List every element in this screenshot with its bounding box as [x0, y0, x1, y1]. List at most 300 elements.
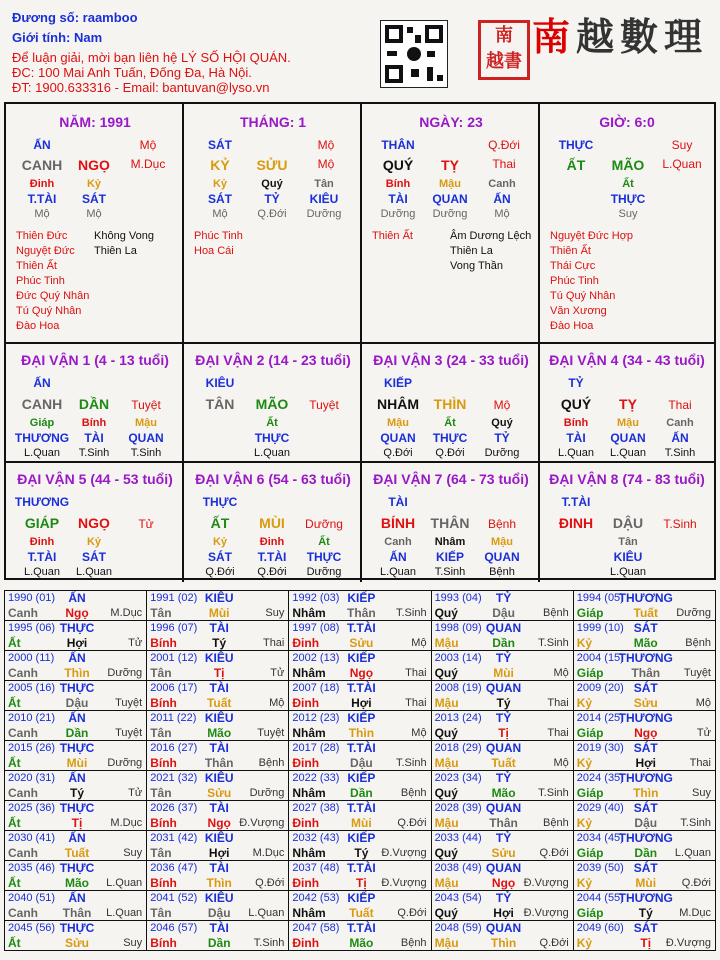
hidden-stage: T.Sinh: [434, 566, 466, 578]
year-branch: Dậu: [634, 816, 658, 830]
year-branch: Dần: [207, 936, 231, 950]
year-branch: Mão: [349, 936, 374, 950]
seal-stamp: 南 越書: [478, 20, 530, 80]
year-cell: [289, 861, 431, 891]
hidden-stage: Dưỡng: [484, 447, 520, 459]
star-right: Âm Dương Lệch: [450, 230, 532, 242]
year-label: 1996 (07): [150, 622, 198, 634]
year-stem: Giáp: [576, 906, 604, 920]
hidden-god: SÁT: [208, 550, 232, 564]
year-ten-god: ẤN: [68, 651, 86, 665]
hidden-god: TỶ: [264, 192, 280, 206]
year-ten-god: TÀI: [209, 681, 229, 695]
year-stem: Kỷ: [576, 636, 593, 650]
year-stage: T.Sinh: [538, 787, 569, 799]
year-stage: Q.Đới: [397, 817, 427, 829]
top-right-stage: Suy: [671, 138, 693, 152]
hidden-stage: Dưỡng: [432, 208, 468, 220]
dai-van-4: [540, 344, 714, 463]
year-ten-god: KIÊU: [204, 591, 234, 605]
year-ten-god: KIẾP: [347, 591, 376, 605]
year-label: 2047 (58): [292, 922, 340, 934]
year-stem: Bính: [150, 636, 177, 650]
year-cell: [147, 861, 289, 891]
year-ten-god: QUAN: [485, 921, 522, 935]
year-stem: Quý: [434, 606, 458, 620]
hidden-stage: Mộ: [494, 208, 510, 220]
year-stage: Suy: [123, 847, 143, 859]
year-stage: Đ.Vượng: [381, 877, 427, 889]
year-ten-god: SÁT: [633, 681, 658, 695]
dai-van-3: [362, 344, 540, 463]
year-cell: [5, 741, 147, 771]
year-label: 2028 (39): [434, 802, 482, 814]
dai-van-1: [6, 344, 184, 463]
hidden-stem: Ất: [318, 536, 330, 548]
year-stage: Dưỡng: [676, 607, 711, 619]
year-cell: [431, 921, 573, 951]
right-stage: Tuyệt: [131, 398, 161, 412]
star-left: Đào Hoa: [550, 320, 594, 332]
year-stage: Mộ: [553, 667, 569, 679]
hidden-stage: Mộ: [86, 208, 102, 220]
year-ten-god: QUAN: [485, 801, 522, 815]
table-row: [5, 771, 716, 801]
year-ten-god: T.TÀI: [347, 741, 376, 755]
year-stage: Suy: [692, 787, 711, 799]
year-label: 1994 (05): [576, 592, 624, 604]
year-cell: [573, 921, 715, 951]
year-stem: Ất: [8, 936, 21, 950]
pillar-1: [6, 104, 184, 344]
year-stem: Ất: [8, 636, 21, 650]
year-ten-god: KIÊU: [204, 891, 234, 905]
year-cell: [573, 771, 715, 801]
year-branch: Mùi: [208, 606, 230, 620]
year-cell: [573, 831, 715, 861]
year-stem: Ất: [8, 696, 21, 710]
dai-van-title: ĐẠI VẬN 6 (54 - 63 tuổi): [195, 471, 351, 487]
heavenly-stem: CANH: [21, 157, 63, 173]
year-cell: [5, 681, 147, 711]
year-stage: Q.Đới: [539, 937, 569, 949]
year-branch: Dần: [65, 726, 89, 740]
star-left: Thiên Đức: [16, 230, 68, 242]
star-right: Không Vong: [94, 230, 154, 242]
hidden-god: KIẾP: [435, 550, 465, 564]
hidden-god: QUAN: [128, 431, 164, 445]
earthly-branch: DẬU: [612, 515, 644, 531]
year-branch: Tý: [496, 696, 511, 710]
year-label: 1990 (01): [8, 592, 56, 604]
year-stage: Đ.Vượng: [381, 847, 427, 859]
hidden-god: QUAN: [432, 192, 468, 206]
year-cell: [147, 771, 289, 801]
year-stage: Q.Đới: [681, 877, 711, 889]
year-branch: Tị: [498, 726, 509, 740]
year-cell: [431, 711, 573, 741]
thap-than: ẤN: [33, 376, 51, 390]
year-label: 2035 (46): [8, 862, 56, 874]
hidden-stem: Tân: [314, 178, 334, 190]
star-left: Thiên Ất: [550, 245, 591, 257]
year-label: 2016 (27): [150, 742, 198, 754]
hidden-stem: Quý: [491, 417, 513, 429]
year-label: 2044 (55): [576, 892, 624, 904]
year-cell: [573, 591, 715, 621]
hidden-god: THỰC: [306, 550, 342, 564]
year-stem: Nhâm: [292, 606, 326, 620]
qr-code-icon: [380, 20, 448, 88]
year-ten-god: KIÊU: [204, 771, 234, 785]
top-right-stage: Q.Đới: [488, 138, 520, 152]
year-ten-god: SÁT: [633, 921, 658, 935]
year-stem: Bính: [150, 696, 177, 710]
year-ten-god: THỰC: [59, 741, 95, 755]
year-branch: Ngọ: [65, 606, 89, 620]
year-cell: [5, 651, 147, 681]
star-right: Vong Thần: [450, 260, 504, 272]
year-stem: Tân: [150, 906, 172, 920]
hidden-stage: L.Quan: [557, 447, 595, 459]
table-row: [5, 801, 716, 831]
phone-email-line: ĐT: 1900.633316 - Email: bantuvan@lyso.vn: [12, 80, 270, 95]
year-cell: [289, 741, 431, 771]
year-cell: [431, 741, 573, 771]
year-stem: Canh: [8, 666, 38, 680]
year-branch: Tuất: [206, 696, 232, 710]
year-label: 2015 (26): [8, 742, 56, 754]
year-stage: M.Dục: [110, 817, 143, 829]
year-cell: [431, 681, 573, 711]
heavenly-stem: BÍNH: [380, 515, 416, 531]
year-stage: Dưỡng: [249, 787, 285, 799]
year-cell: [5, 831, 147, 861]
year-label: 2000 (11): [8, 652, 55, 664]
year-stage: Tuyệt: [257, 727, 285, 739]
year-cell: [5, 861, 147, 891]
year-branch: Tý: [212, 636, 227, 650]
year-stage: Thai: [547, 727, 569, 739]
year-stage: Tử: [696, 727, 711, 739]
year-stage: Đ.Vượng: [523, 877, 569, 889]
year-stage: T.Sinh: [395, 757, 427, 769]
year-stem: Đinh: [292, 876, 320, 890]
year-label: 2027 (38): [292, 802, 340, 814]
year-stem: Nhâm: [292, 786, 326, 800]
hidden-god: SÁT: [82, 550, 106, 564]
year-branch: Tị: [213, 666, 225, 680]
year-ten-god: ẤN: [68, 591, 86, 605]
year-stem: Tân: [150, 846, 172, 860]
year-cell: [5, 801, 147, 831]
heavenly-stem: ẤT: [566, 157, 586, 173]
right-stage: Thai: [668, 398, 692, 412]
year-stage: Q.Đới: [255, 877, 285, 889]
year-stem: Đinh: [292, 756, 320, 770]
year-cell: [289, 891, 431, 921]
heavenly-stem: GIÁP: [24, 515, 60, 531]
thap-than: THÂN: [381, 138, 415, 152]
year-ten-god: KIÊU: [204, 711, 234, 725]
year-label: 2048 (59): [434, 922, 482, 934]
year-label: 2025 (36): [8, 802, 56, 814]
hidden-stem: Ất: [266, 417, 278, 429]
right-stage: T.Sinh: [663, 517, 697, 531]
year-ten-god: THƯƠNG: [618, 831, 673, 845]
year-stem: Canh: [8, 906, 38, 920]
hidden-stage: Q.Đới: [257, 208, 287, 220]
year-ten-god: TỶ: [495, 891, 512, 905]
dai-van-6: [184, 463, 362, 582]
heavenly-stem: KỶ: [210, 157, 230, 173]
year-stem: Mậu: [434, 936, 459, 950]
star-left: Văn Xương: [550, 305, 607, 317]
year-stage: Mộ: [695, 697, 711, 709]
year-branch: Tý: [69, 786, 85, 800]
year-cell: [431, 831, 573, 861]
year-stage: Q.Đới: [539, 847, 569, 859]
year-ten-god: TÀI: [209, 921, 229, 935]
year-ten-god: T.TÀI: [347, 681, 376, 695]
hidden-stem: Bính: [563, 417, 589, 429]
hidden-god: ẤN: [389, 550, 407, 564]
year-cell: [5, 771, 147, 801]
hidden-stem: Canh: [488, 178, 516, 190]
dai-van-title: ĐẠI VẬN 4 (34 - 43 tuổi): [549, 352, 705, 368]
year-ten-god: THỰC: [59, 621, 95, 635]
hidden-stage: Dưỡng: [306, 566, 342, 578]
year-cell: [573, 651, 715, 681]
owner-name: Đương số: raamboo: [12, 10, 138, 25]
right-stage: Bệnh: [487, 517, 517, 531]
year-branch: Dậu: [492, 606, 515, 620]
earthly-branch: TỴ: [619, 396, 637, 412]
year-branch: Hợi: [208, 846, 230, 860]
year-branch: Dần: [634, 846, 658, 860]
year-stage: Đ.Vượng: [239, 817, 285, 829]
year-stage: Tuyệt: [115, 697, 143, 709]
year-stem: Kỷ: [576, 876, 593, 890]
year-ten-god: TÀI: [209, 621, 229, 635]
hidden-stage: Q.Đới: [205, 566, 235, 578]
hidden-stem: Kỷ: [86, 178, 102, 190]
year-cell: [573, 891, 715, 921]
year-branch: Thân: [347, 606, 376, 620]
hidden-stem: Kỷ: [212, 178, 228, 190]
year-stage: Tuyệt: [683, 667, 711, 679]
year-stage: Thai: [547, 697, 569, 709]
year-stage: M.Dục: [252, 847, 285, 859]
thap-than: SÁT: [208, 138, 232, 152]
year-branch: Thân: [62, 906, 92, 920]
year-stem: Canh: [8, 726, 38, 740]
year-cell: [147, 621, 289, 651]
hidden-stage: Mộ: [34, 208, 50, 220]
year-cell: [431, 771, 573, 801]
year-stem: Bính: [150, 756, 177, 770]
year-stage: Đ.Vượng: [665, 937, 711, 949]
hidden-stem: Bính: [385, 178, 411, 190]
year-label: 2029 (40): [576, 802, 624, 814]
year-stem: Giáp: [576, 726, 604, 740]
year-cell: [573, 711, 715, 741]
hidden-god: T.TÀI: [27, 192, 57, 206]
hidden-stem: Đinh: [29, 178, 55, 190]
year-label: 2003 (14): [434, 652, 482, 664]
year-branch: Thìn: [490, 936, 517, 950]
star-left: Thiên Ất: [372, 230, 413, 242]
right-stage: Mộ: [317, 157, 335, 171]
dai-van-title: ĐẠI VẬN 1 (4 - 13 tuổi): [21, 352, 169, 368]
dai-van-title: ĐẠI VẬN 8 (74 - 83 tuổi): [549, 471, 705, 487]
year-stage: Q.Đới: [397, 907, 427, 919]
year-cell: [5, 891, 147, 921]
year-stem: Đinh: [292, 936, 320, 950]
year-label: 2041 (52): [150, 892, 198, 904]
year-stem: Đinh: [292, 696, 320, 710]
hidden-god: TỶ: [494, 431, 510, 445]
year-cell: [289, 591, 431, 621]
year-label: 1997 (08): [292, 622, 340, 634]
year-label: 2019 (30): [576, 742, 624, 754]
dai-van-5: [6, 463, 184, 582]
table-row: [5, 651, 716, 681]
star-left: Tú Quý Nhân: [16, 305, 82, 317]
year-stage: Bệnh: [543, 607, 569, 619]
year-branch: Mùi: [66, 756, 88, 770]
thap-than: T.TÀI: [561, 495, 591, 509]
year-stem: Mậu: [434, 636, 459, 650]
year-stage: Mộ: [411, 637, 427, 649]
heavenly-stem: ĐINH: [558, 515, 594, 531]
year-cell: [289, 711, 431, 741]
thap-than: ẤN: [33, 138, 51, 152]
year-branch: Ngọ: [634, 726, 658, 740]
year-cell: [289, 681, 431, 711]
hidden-stem: Canh: [384, 536, 412, 548]
year-stage: Tử: [128, 637, 143, 649]
thap-than: TỶ: [568, 376, 584, 390]
year-ten-god: SÁT: [633, 801, 658, 815]
year-stage: Tử: [270, 667, 285, 679]
year-branch: Thân: [631, 666, 661, 680]
thap-than: THỰC: [202, 495, 238, 509]
year-cell: [147, 741, 289, 771]
header: [0, 0, 720, 100]
year-branch: Thân: [204, 756, 234, 770]
year-stage: Suy: [123, 937, 143, 949]
hidden-god: THƯƠNG: [14, 431, 70, 445]
hidden-stem: Nhâm: [434, 536, 466, 548]
hidden-god: T.TÀI: [257, 550, 287, 564]
year-stage: M.Dục: [679, 907, 711, 919]
year-branch: Tuất: [633, 606, 658, 620]
heavenly-stem: QUÝ: [560, 396, 592, 412]
year-ten-god: TỶ: [495, 651, 512, 665]
hidden-stage: T.Sinh: [130, 447, 162, 459]
year-stem: Nhâm: [292, 666, 326, 680]
hidden-stage: L.Quan: [23, 566, 61, 578]
thap-than: TÀI: [388, 495, 408, 509]
address-line: ĐC: 100 Mai Anh Tuấn, Đống Đa, Hà Nội.: [12, 65, 252, 80]
thap-than: THỰC: [558, 138, 594, 152]
year-branch: Mùi: [493, 666, 514, 680]
year-ten-god: KIẾP: [347, 771, 376, 785]
year-label: 2030 (41): [8, 832, 56, 844]
year-branch: Hợi: [635, 756, 657, 770]
year-ten-god: T.TÀI: [347, 621, 376, 635]
year-branch: Mùi: [351, 816, 372, 830]
year-label: 2033 (44): [434, 832, 482, 844]
year-ten-god: KIÊU: [204, 831, 234, 845]
hidden-stage: L.Quan: [609, 566, 647, 578]
table-row: [5, 921, 716, 951]
hidden-stem: Mậu: [439, 178, 461, 190]
earthly-branch: NGỌ: [78, 515, 110, 531]
hidden-stem: Bính: [81, 417, 107, 429]
star-left: Thái Cực: [550, 260, 596, 272]
year-ten-god: ẤN: [68, 771, 86, 785]
year-ten-god: KIẾP: [347, 711, 376, 725]
year-stem: Nhâm: [292, 906, 326, 920]
pillar-3: [362, 104, 540, 344]
year-branch: Mão: [633, 636, 658, 650]
year-stage: Bệnh: [258, 757, 285, 769]
year-ten-god: TỶ: [495, 771, 512, 785]
year-stem: Mậu: [434, 876, 459, 890]
year-stem: Tân: [150, 726, 172, 740]
year-branch: Tuất: [349, 906, 374, 920]
year-branch: Tý: [354, 846, 369, 860]
dai-van-title: ĐẠI VẬN 7 (64 - 73 tuổi): [373, 471, 529, 487]
year-stem: Nhâm: [292, 726, 326, 740]
year-stem: Bính: [150, 936, 177, 950]
year-stem: Quý: [434, 846, 458, 860]
year-stage: Suy: [265, 607, 285, 619]
year-branch: Dậu: [350, 756, 373, 770]
year-label: 2006 (17): [150, 682, 198, 694]
year-stage: T.Sinh: [538, 637, 569, 649]
hidden-stem: Đinh: [259, 536, 285, 548]
star-left: Tú Quý Nhân: [550, 290, 616, 302]
year-branch: Sửu: [349, 636, 374, 650]
year-stem: Giáp: [576, 846, 604, 860]
year-ten-god: KIẾP: [347, 651, 376, 665]
hidden-stage: Q.Đới: [383, 447, 413, 459]
pillar-title: NĂM: 1991: [59, 114, 131, 130]
year-branch: Thìn: [206, 876, 232, 890]
right-stage: Mộ: [493, 398, 511, 412]
year-stage: M.Dục: [110, 607, 143, 619]
year-stem: Quý: [434, 786, 458, 800]
year-label: 2032 (43): [292, 832, 340, 844]
year-stem: Mậu: [434, 696, 459, 710]
year-stem: Canh: [8, 786, 38, 800]
year-stage: Đ.Vượng: [523, 907, 569, 919]
year-stem: Quý: [434, 906, 458, 920]
year-label: 2040 (51): [8, 892, 56, 904]
table-row: [5, 621, 716, 651]
hidden-stem: Kỷ: [86, 536, 102, 548]
bazi-chart: [4, 102, 716, 580]
year-stem: Canh: [8, 606, 38, 620]
year-label: 2037 (48): [292, 862, 340, 874]
year-cell: [147, 591, 289, 621]
year-ten-god: QUAN: [485, 681, 522, 695]
year-cell: [573, 801, 715, 831]
year-ten-god: TỶ: [495, 711, 512, 725]
